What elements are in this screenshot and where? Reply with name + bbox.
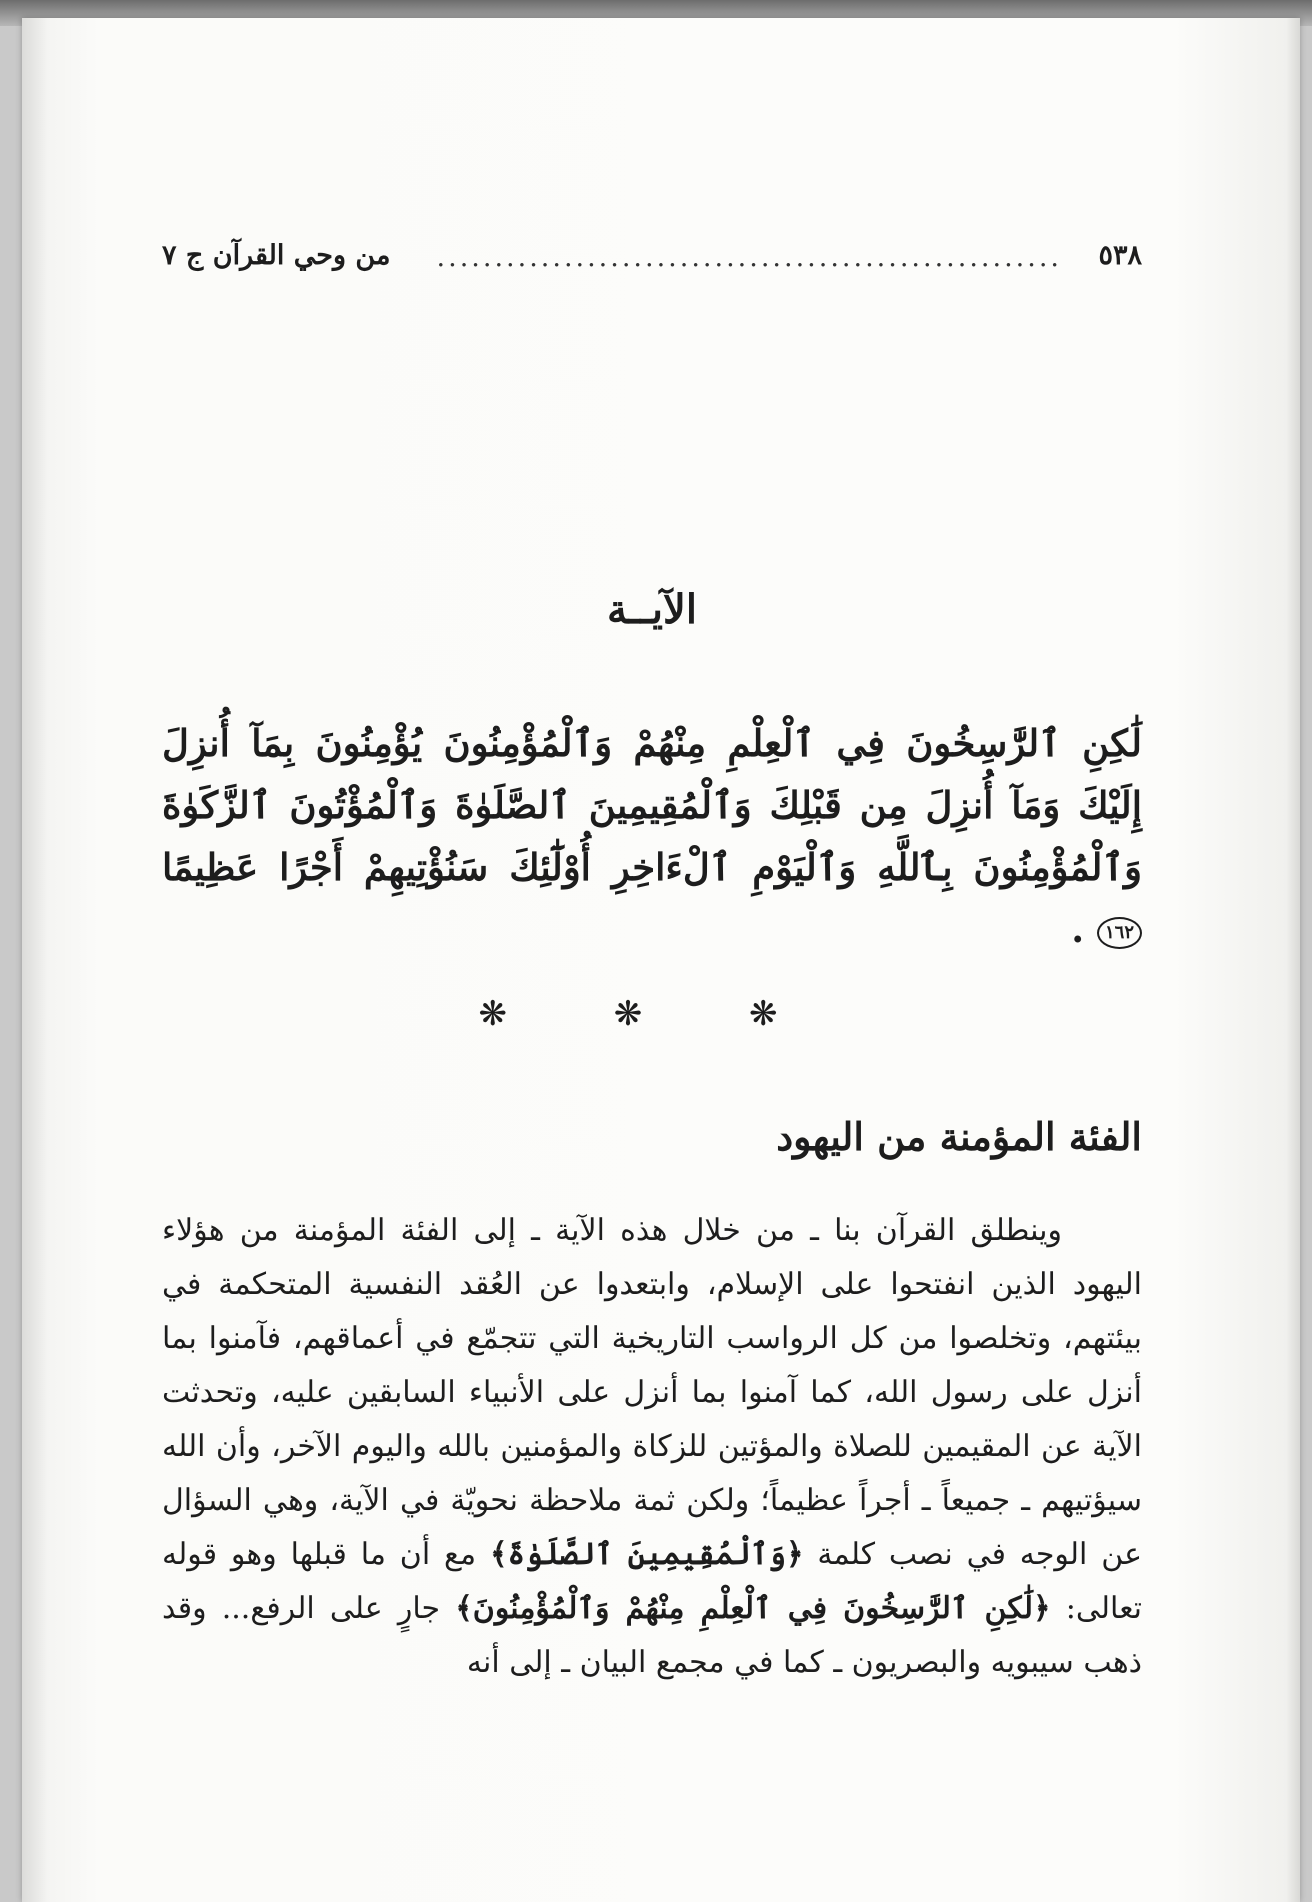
quran-verse	[162, 712, 1142, 960]
header-dot-leader: ......................................................	[436, 242, 1062, 273]
running-header	[162, 240, 1142, 280]
body-text-part-2: مع أن ما قبلها وهو قوله تعالى:	[162, 1537, 1143, 1626]
ayah-number-marker: ١٦٢	[1097, 917, 1142, 949]
section-separator: ❋ ❋ ❋	[478, 994, 826, 1034]
body-text-part-3: جارٍ على الرفع... وقد ذهب سيبويه والبصريون ـ كما في مجمع البيان ـ إلى أنه	[162, 1591, 1142, 1680]
book-title: من وحي القرآن ج ٧	[162, 240, 391, 271]
subheading: الفئة المؤمنة من اليهود	[776, 1114, 1142, 1159]
body-text-part-1: وينطلق القرآن بنا ـ من خلال هذه الآية ـ إلى الفئة المؤمنة من هؤلاء اليهود الذين انفتحوا على الإسلام، وابتعدوا عن العُقد النفسية المتحكمة في بيئتهم، وتخلصوا من كل الرواسب التاريخية التي تتجمّع في أعماقهم، فآمنوا بما أنزل على رسول الله، كما آمنوا بما أنزل على الأنبياء السابقين عليه، وتحدثت الآية عن المقيمين للصلاة والمؤتين للزكاة والمؤمنين بالله واليوم الآخر، وأن الله سيؤتيهم ـ جميعاً ـ أجراً عظيماً؛ ولكن ثمة ملاحظة نحويّة في الآية، وهي السؤال عن الوجه في نصب كلمة	[162, 1213, 1142, 1572]
verse-end-punct: .	[1071, 907, 1085, 951]
verse-text: لَٰكِنِ ٱلرَّٰسِخُونَ فِي ٱلْعِلْمِ مِنْهُمْ وَٱلْمُؤْمِنُونَ يُؤْمِنُونَ بِمَآ أُنزِلَ إِلَيْكَ وَمَآ أُنزِلَ مِن قَبْلِكَ وَٱلْمُقِيمِينَ ٱلصَّلَوٰةَ وَٱلْمُؤْتُونَ ٱلزَّكَوٰةَ وَٱلْمُؤْمِنُونَ بِٱللَّهِ وَٱلْيَوْمِ ٱلْءَاخِرِ أُوْلَٰٓئِكَ سَنُؤْتِيهِمْ أَجْرًا عَظِيمًا	[162, 721, 1142, 889]
page-number: ٥٣٨	[1098, 240, 1142, 271]
quran-quote-1: ﴿وَٱلْمُقِيمِينَ ٱلصَّلَوٰةَ﴾	[489, 1537, 804, 1572]
body-paragraph	[162, 1204, 1142, 1690]
quran-quote-2: ﴿لَٰكِنِ ٱلرَّٰسِخُونَ فِي ٱلْعِلْمِ مِنْهُمْ وَٱلْمُؤْمِنُونَ﴾	[455, 1591, 1051, 1626]
book-page	[22, 18, 1300, 1902]
page-edge-right	[1286, 18, 1300, 1902]
page-edge-left	[22, 18, 48, 1902]
section-title: الآيــة	[607, 586, 697, 633]
